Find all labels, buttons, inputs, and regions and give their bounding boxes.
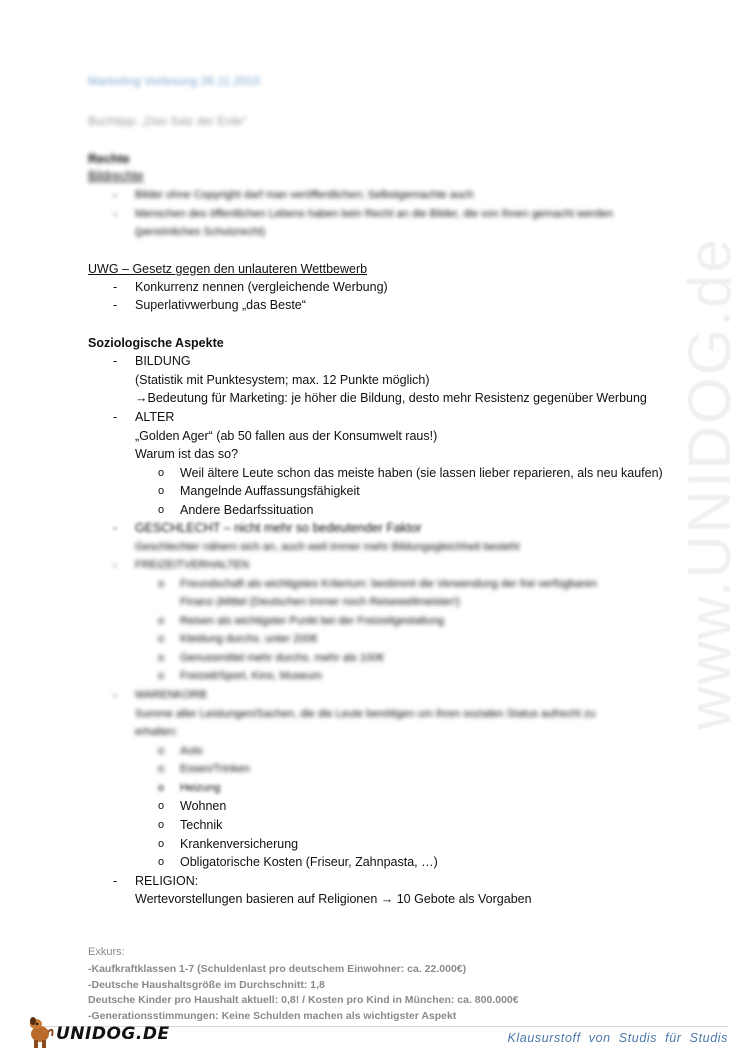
circle-bullet-icon: o — [158, 504, 165, 516]
dash-bullet-icon: - — [113, 410, 118, 424]
sub-list-item: Andere Bedarfssituation — [180, 503, 314, 517]
book-tip: Buchtipp: „Das Salz der Erde“ — [88, 114, 247, 128]
circle-bullet-icon: o — [158, 800, 165, 812]
dash-bullet-icon: - — [113, 874, 118, 888]
circle-bullet-icon: o — [158, 819, 165, 831]
circle-bullet-icon: o — [158, 838, 165, 850]
list-item-freizeit: FREIZEITVERHALTEN — [135, 559, 250, 571]
circle-bullet-icon: o — [158, 467, 165, 479]
list-item: Konkurrenz nennen (vergleichende Werbung) — [135, 280, 388, 294]
text-line: Geschlechter nähern sich an, auch weil immer mehr Bildungsgleichheit besteht — [135, 541, 520, 553]
sub-list-item: Heizung — [180, 782, 221, 794]
dash-bullet-icon: - — [113, 188, 118, 202]
circle-bullet-icon: o — [158, 485, 165, 497]
text-line: →Bedeutung für Marketing: je höher die Bildung, desto mehr Resistenz gegenüber Werbung — [135, 391, 647, 405]
dash-bullet-icon: - — [113, 280, 118, 294]
dash-bullet-icon: - — [113, 354, 118, 368]
list-item: Bilder ohne Copyright darf man veröffentlichen; Selbstgemachte auch — [135, 189, 474, 201]
list-item-geschlecht: GESCHLECHT – nicht mehr so bedeutender Faktor — [135, 521, 422, 535]
dash-bullet-icon: - — [113, 521, 118, 535]
sub-list-item: Genussmittel mehr durchs. mehr als 100€ — [180, 652, 385, 664]
sub-list-item: Freizeit/Sport, Kino, Museum — [180, 670, 322, 682]
exkurs-line: Deutsche Kinder pro Haushalt aktuell: 0,8! / Kosten pro Kind in München: ca. 800.000€ — [88, 994, 519, 1006]
text-line: Wertevorstellungen basieren auf Religionen → 10 Gebote als Vorgaben — [135, 892, 532, 906]
list-item-bildung: BILDUNG — [135, 354, 191, 368]
dash-bullet-icon: - — [113, 207, 118, 221]
exkurs-heading: Exkurs: — [88, 946, 125, 958]
section-heading-rechte: Rechte — [88, 152, 130, 166]
circle-bullet-icon: o — [158, 615, 165, 627]
logo-text: UNIDOG.DE — [56, 1024, 170, 1044]
text-line: (Statistik mit Punktesystem; max. 12 Punkte möglich) — [135, 373, 430, 387]
sub-list-item: Mangelnde Auffassungsfähigkeit — [180, 484, 360, 498]
circle-bullet-icon: o — [158, 763, 165, 775]
footer-claim: Klausurstoff von Studis für Studis — [507, 1031, 728, 1045]
text-line: Warum ist das so? — [135, 447, 239, 461]
sub-list-item: Obligatorische Kosten (Friseur, Zahnpasta, …) — [180, 855, 438, 869]
list-item: Menschen des öffentlichen Lebens haben kein Recht an die Bilder, die von ihnen gemacht werden — [135, 208, 614, 220]
circle-bullet-icon: o — [158, 856, 165, 868]
circle-bullet-icon: o — [158, 633, 165, 645]
dash-bullet-icon: - — [113, 558, 118, 572]
circle-bullet-icon: o — [158, 745, 165, 757]
sub-list-item: Technik — [180, 818, 223, 832]
dash-bullet-icon: - — [113, 298, 118, 312]
subheading-bildrechte: Bildrechte — [88, 169, 144, 183]
circle-bullet-icon: o — [158, 652, 165, 664]
sub-list-item: Auto — [180, 745, 203, 757]
exkurs-line: -Generationsstimmungen: Keine Schulden machen als wichtigster Aspekt — [88, 1010, 457, 1022]
document-title: Marketing Vorlesung 26.11.2010 — [88, 74, 260, 88]
exkurs-line: -Deutsche Haushaltsgröße im Durchschnitt: 1,8 — [88, 979, 325, 991]
text-line: Summe aller Leistungen/Sachen, die die Leute benötigen um ihren sozialen Status aufrecht zu — [135, 708, 596, 720]
text-line: erhalten: — [135, 726, 178, 738]
sub-list-item-continuation: Finanz-)Mittel (Deutschen immer noch Reiseweltmeister!) — [180, 596, 460, 608]
sub-list-item: Kleidung durchs. unter 200€ — [180, 633, 318, 645]
sub-list-item: Weil ältere Leute schon das meiste haben (sie lassen lieber reparieren, als neu kaufen) — [180, 466, 663, 480]
list-item-alter: ALTER — [135, 410, 175, 424]
list-item: Superlativwerbung „das Beste“ — [135, 298, 306, 312]
sub-list-item: Reisen als wichtigster Punkt bei der Freizeitgestaltung — [180, 615, 445, 627]
sub-list-item: Krankenversicherung — [180, 837, 299, 851]
dash-bullet-icon: - — [113, 688, 118, 702]
circle-bullet-icon: o — [158, 670, 165, 682]
list-item-religion: RELIGION: — [135, 874, 199, 888]
section-heading-soziologie: Soziologische Aspekte — [88, 336, 224, 350]
text-line: „Golden Ager“ (ab 50 fallen aus der Konsumwelt raus!) — [135, 429, 438, 443]
list-item-continuation: (persönliches Schutzrecht) — [135, 226, 266, 238]
sub-list-item: Essen/Trinken — [180, 763, 250, 775]
circle-bullet-icon: o — [158, 782, 165, 794]
sub-list-item: Wohnen — [180, 799, 227, 813]
exkurs-line: -Kaufkraftklassen 1-7 (Schuldenlast pro deutschem Einwohner: ca. 22.000€) — [88, 963, 467, 975]
watermark: www.UNIDOG.de — [676, 237, 743, 730]
subheading-uwg: UWG – Gesetz gegen den unlauteren Wettbewerb — [88, 262, 368, 276]
circle-bullet-icon: o — [158, 578, 165, 590]
sub-list-item: Freundschaft als wichtigstes Kriterium: bestimmt die Verwendung der frei verfügbaren — [180, 578, 597, 590]
list-item-warenkorb: WARENKORB — [135, 689, 207, 701]
